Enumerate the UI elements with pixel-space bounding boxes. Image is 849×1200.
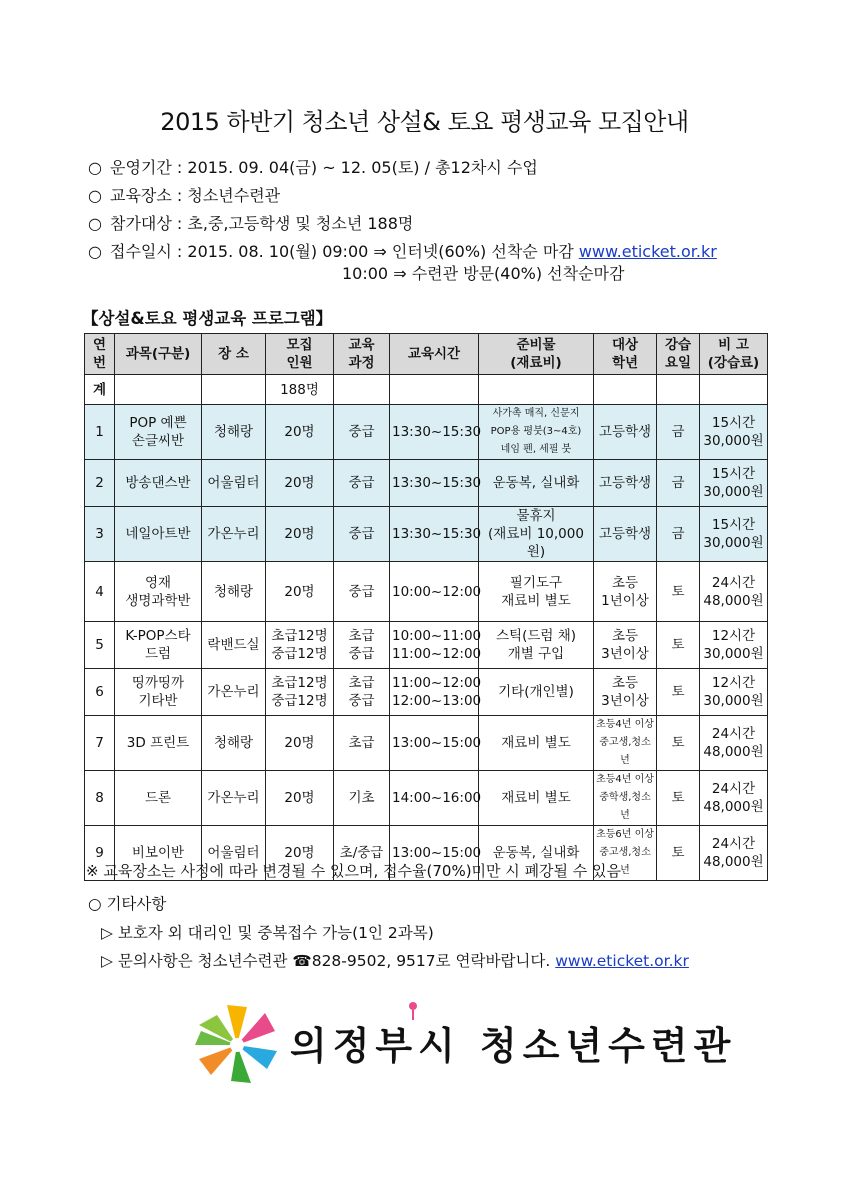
cell-subject: 띵까띵까 기타반 [115,669,202,716]
cell-no: 8 [85,771,115,826]
column-header: 모집 인원 [266,334,334,375]
cell-day: 토 [657,771,700,826]
program-table [84,333,768,881]
cell-place: 가온누리 [202,507,266,562]
cell-note: 12시간 30,000원 [700,622,768,669]
bullet: ○ [88,214,102,233]
table-row [85,716,768,771]
info-text: 10:00 ⇒ 수련관 방문(40%) 선착순마감 [342,264,625,283]
cell-day: 토 [657,562,700,622]
cell-count: 20명 [266,826,334,881]
cell-count: 20명 [266,460,334,507]
page-title: 2015 하반기 청소년 상설& 토요 평생교육 모집안내 [160,108,689,136]
column-header: 준비물 (재료비) [479,334,594,375]
table-row [85,507,768,562]
cell-place: 가온누리 [202,771,266,826]
cell-count: 20명 [266,405,334,460]
table-row [85,771,768,826]
cell-day: 금 [657,460,700,507]
info-text: 접수일시 : 2015. 08. 10(월) 09:00 ⇒ 인터넷(60%) 선착순 마감 [110,242,579,261]
cell-target: 초등 3년이상 [594,622,657,669]
cell-subject: 3D 프린트 [115,716,202,771]
cell-target: 초등6년 이상 중고생,청소년 [594,826,657,881]
info-target [88,214,413,234]
cell-note: 15시간 30,000원 [700,405,768,460]
cell-materials: 기타(개인별) [479,669,594,716]
total-count: 188명 [266,375,334,405]
cell-no: 9 [85,826,115,881]
cell-time: 11:00~12:00 12:00~13:00 [390,669,479,716]
bullet: ○ [88,186,102,205]
cell-time: 13:30~15:30 [390,460,479,507]
cell-count: 20명 [266,771,334,826]
logo-text: 의정부시 청소년수련관 [290,1024,737,1068]
etc-item: ▷ 보호자 외 대리인 및 중복접수 가능(1인 2과목) [101,924,434,942]
cell-time: 10:00~12:00 [390,562,479,622]
eticket-link[interactable]: www.eticket.or.kr [555,952,689,970]
cell-day: 토 [657,622,700,669]
eticket-link[interactable]: www.eticket.or.kr [578,242,717,261]
table-row [85,669,768,716]
info-period [88,158,538,178]
info-place [88,186,280,206]
cell-subject: 영재 생명과학반 [115,562,202,622]
cell-count: 초급12명 중급12명 [266,622,334,669]
cell-materials: 물휴지 (재료비 10,000원) [479,507,594,562]
cell-place: 어울림터 [202,460,266,507]
total-label: 계 [85,375,115,405]
info-text: 운영기간 : 2015. 09. 04(금) ~ 12. 05(토) / 총12차시 수업 [110,158,538,177]
cell-note: 24시간 48,000원 [700,826,768,881]
cell-target: 초등4년 이상 중학생,청소년 [594,771,657,826]
cell-no: 6 [85,669,115,716]
cell-materials: 운동복, 실내화 [479,826,594,881]
cell-target: 고등학생 [594,460,657,507]
cell-target: 고등학생 [594,405,657,460]
cell-subject: POP 예쁜 손글씨반 [115,405,202,460]
etc-title: ○ 기타사항 [88,895,167,913]
footnote: ※ 교육장소는 사정에 따라 변경될 수 있으며, 접수율(70%)미만 시 폐강될 수 있음 [86,862,622,880]
cell-time: 13:00~15:00 [390,716,479,771]
cell-place: 어울림터 [202,826,266,881]
cell-materials: 운동복, 실내화 [479,460,594,507]
column-header: 강습 요일 [657,334,700,375]
cell-materials: 필기도구 재료비 별도 [479,562,594,622]
cell-level: 중급 [334,405,390,460]
info-text: 참가대상 : 초,중,고등학생 및 청소년 188명 [110,214,414,233]
cell-subject: 비보이반 [115,826,202,881]
cell-subject: 네일아트반 [115,507,202,562]
cell-materials: 사가촉 매직, 신문지 POP용 평붓(3~4호) 네임 펜, 세필 붓 [479,405,594,460]
cell-level: 초급 중급 [334,669,390,716]
cell-target: 초등4년 이상 중고생,청소년 [594,716,657,771]
cell-level: 중급 [334,507,390,562]
cell-day: 토 [657,716,700,771]
cell-note: 24시간 48,000원 [700,716,768,771]
column-header: 비 고 (강습료) [700,334,768,375]
cell-level: 중급 [334,460,390,507]
bullet: ○ [88,158,102,177]
cell-no: 2 [85,460,115,507]
cell-day: 금 [657,405,700,460]
table-total-row [85,375,768,405]
section-title: 【상설&토요 평생교육 프로그램】 [82,309,333,328]
cell-time: 13:00~15:00 [390,826,479,881]
cell-target: 고등학생 [594,507,657,562]
cell-no: 1 [85,405,115,460]
table-row [85,405,768,460]
etc-item-text: ▷ 문의사항은 청소년수련관 ☎828-9502, 9517로 연락바랍니다. [101,952,556,970]
cell-place: 청해랑 [202,562,266,622]
cell-no: 3 [85,507,115,562]
cell-day: 토 [657,669,700,716]
cell-place: 청해랑 [202,405,266,460]
table-row [85,460,768,507]
etc-item [101,949,689,971]
cell-subject: 방송댄스반 [115,460,202,507]
table-header-row [85,334,768,375]
cell-level: 중급 [334,562,390,622]
cell-no: 4 [85,562,115,622]
cell-level: 초급 중급 [334,622,390,669]
cell-time: 14:00~16:00 [390,771,479,826]
cell-time: 13:30~15:30 [390,507,479,562]
bullet: ○ [88,242,102,261]
column-header: 교육 과정 [334,334,390,375]
table-row [85,622,768,669]
cell-level: 기초 [334,771,390,826]
cell-target: 초등 1년이상 [594,562,657,622]
cell-count: 20명 [266,562,334,622]
cell-materials: 재료비 별도 [479,716,594,771]
cell-materials: 재료비 별도 [479,771,594,826]
cell-note: 24시간 48,000원 [700,771,768,826]
table-row [85,562,768,622]
info-application [88,242,717,262]
cell-note: 12시간 30,000원 [700,669,768,716]
cell-subject: K-POP스타 드럼 [115,622,202,669]
cell-level: 초급 [334,716,390,771]
cell-level: 초/중급 [334,826,390,881]
cell-place: 락밴드실 [202,622,266,669]
cell-count: 초급12명 중급12명 [266,669,334,716]
cell-note: 15시간 30,000원 [700,460,768,507]
cell-day: 토 [657,826,700,881]
cell-count: 20명 [266,716,334,771]
cell-no: 7 [85,716,115,771]
cell-time: 10:00~11:00 11:00~12:00 [390,622,479,669]
info-text: 교육장소 : 청소년수련관 [110,186,281,205]
column-header: 연번 [85,334,115,375]
column-header: 교육시간 [390,334,479,375]
cell-place: 가온누리 [202,669,266,716]
column-header: 대상 학년 [594,334,657,375]
cell-note: 24시간 48,000원 [700,562,768,622]
cell-subject: 드론 [115,771,202,826]
column-header: 장 소 [202,334,266,375]
cell-place: 청해랑 [202,716,266,771]
cell-day: 금 [657,507,700,562]
info-application-visit [342,264,624,284]
cell-time: 13:30~15:30 [390,405,479,460]
cell-count: 20명 [266,507,334,562]
cell-note: 15시간 30,000원 [700,507,768,562]
cell-materials: 스틱(드럼 채) 개별 구입 [479,622,594,669]
cell-target: 초등 3년이상 [594,669,657,716]
column-header: 과목(구분) [115,334,202,375]
cell-no: 5 [85,622,115,669]
